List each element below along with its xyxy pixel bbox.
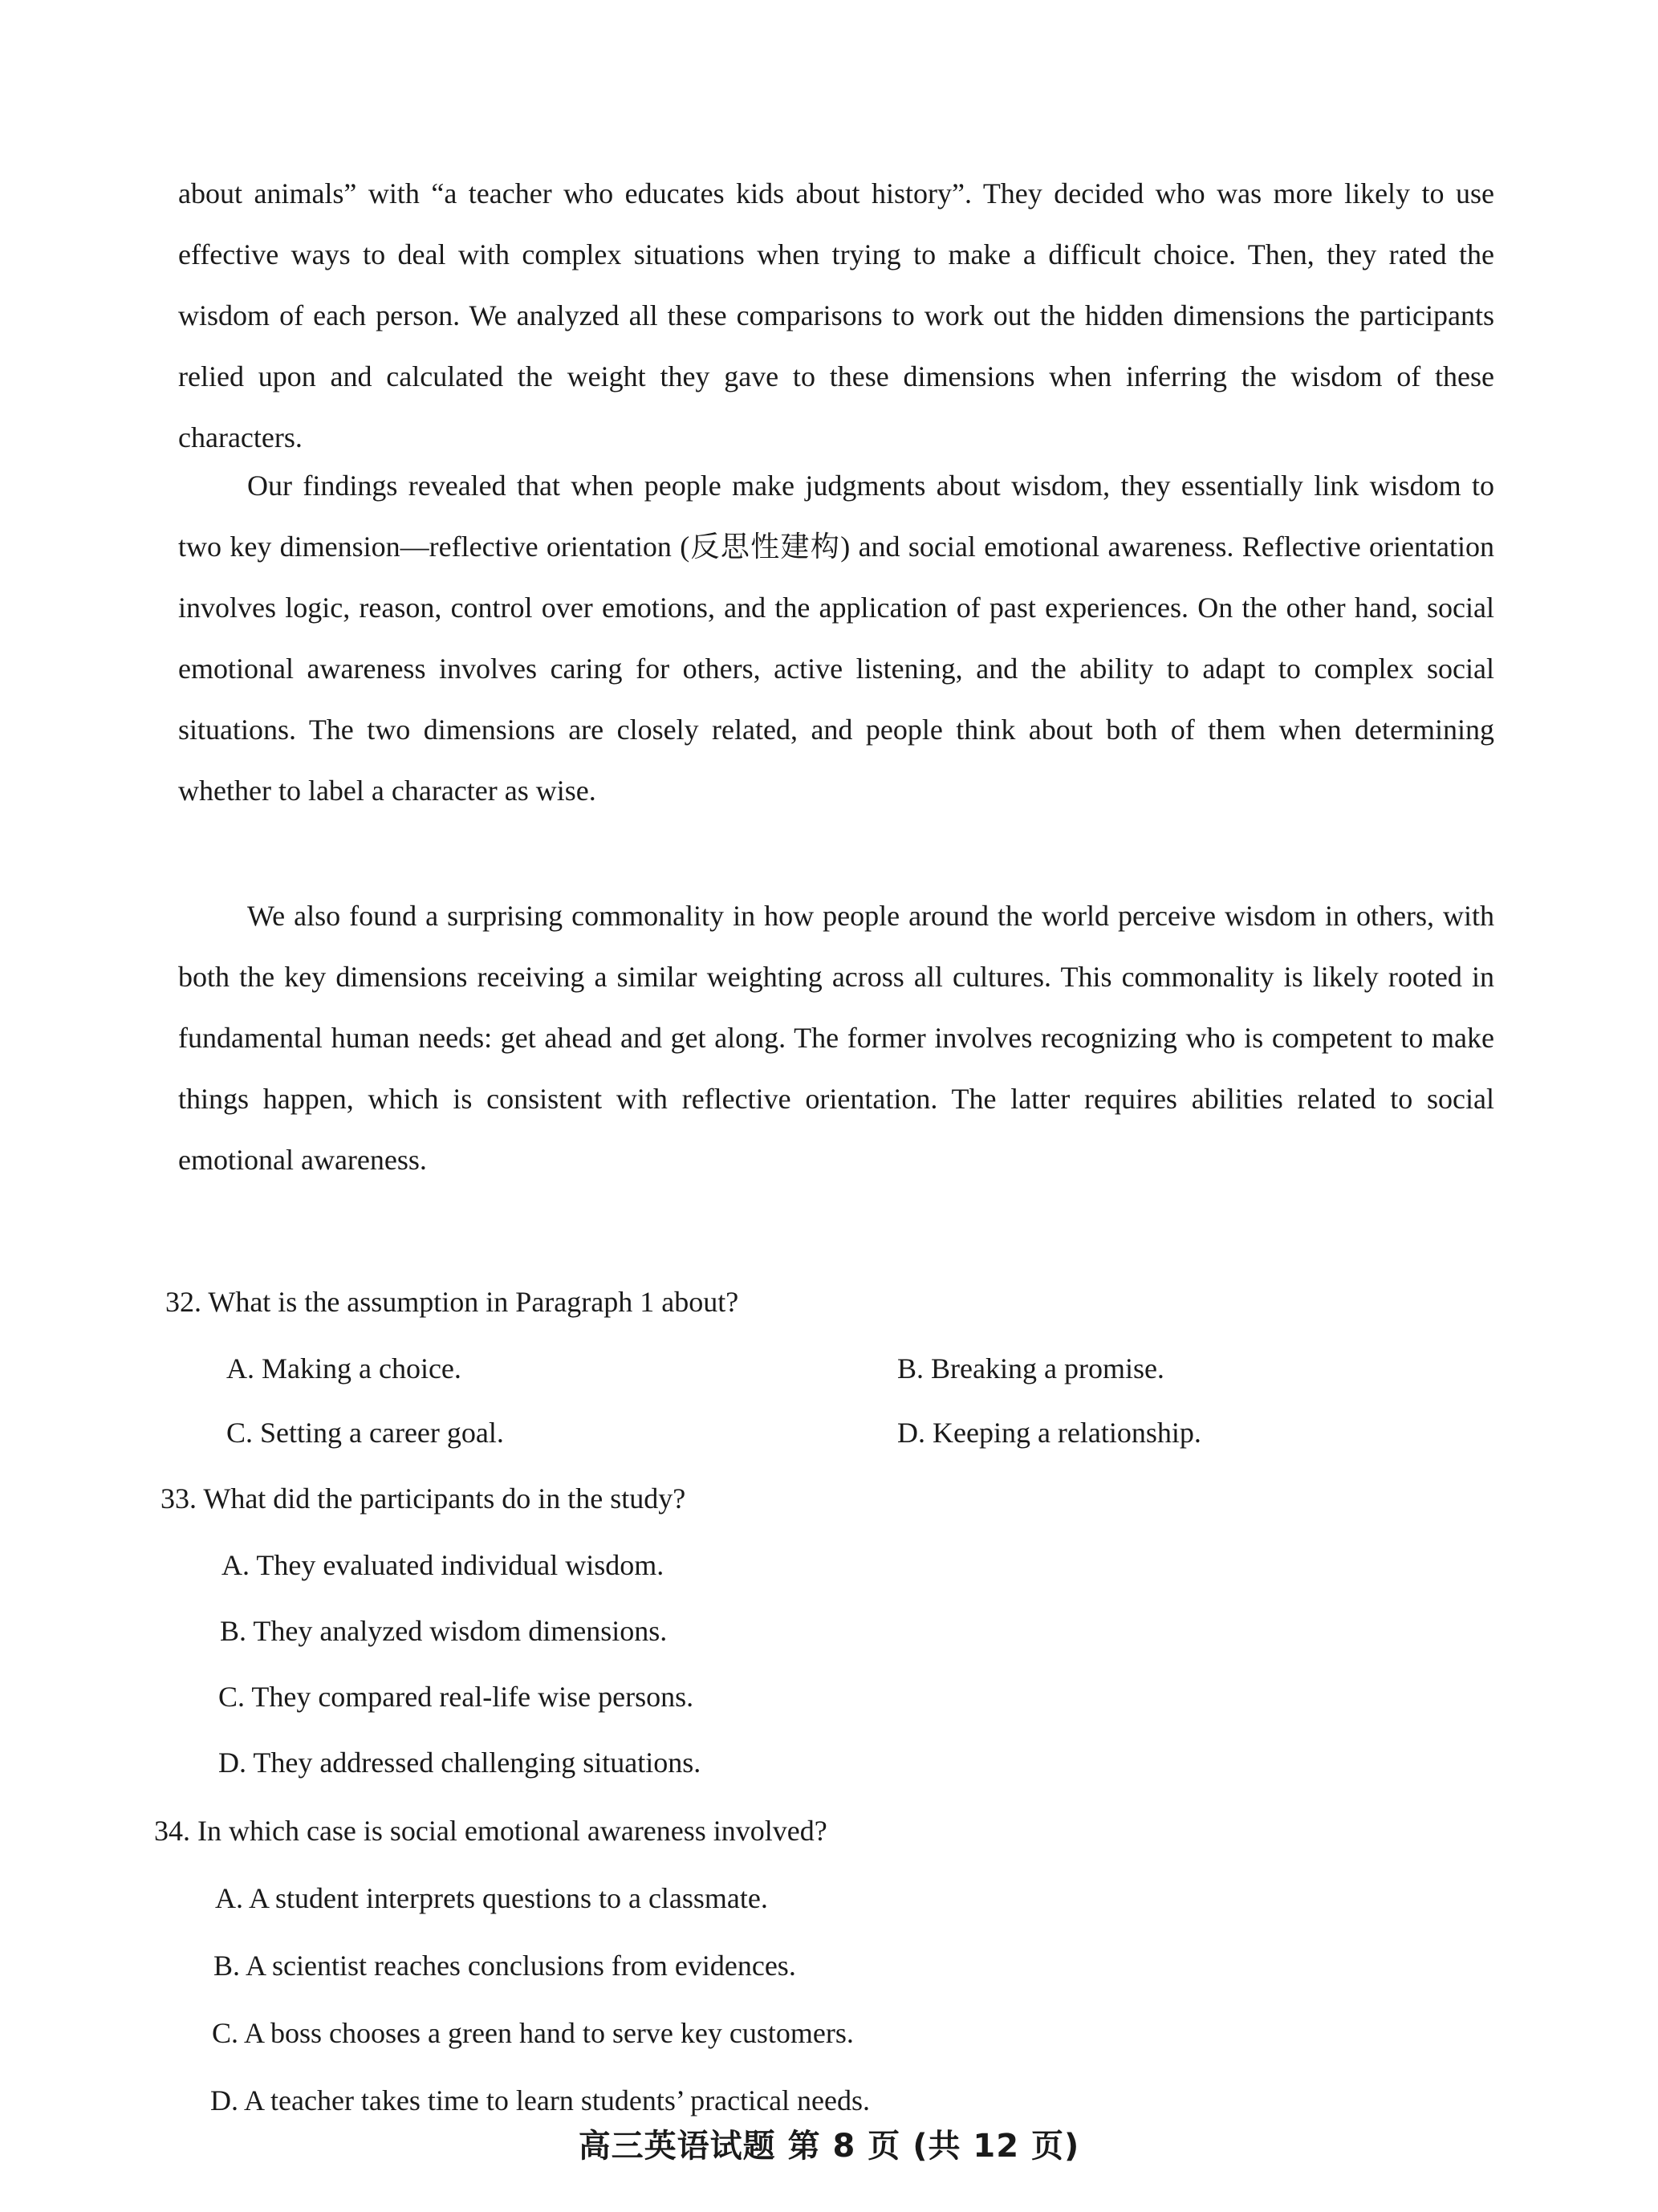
question-34-option-d[interactable]: D. A teacher takes time to learn students’ practical needs. bbox=[210, 2084, 871, 2116]
question-33-option-a[interactable]: A. They evaluated individual wisdom. bbox=[221, 1549, 664, 1581]
page-footer: 高三英语试题 第 8 页 (共 12 页) bbox=[578, 2128, 1080, 2165]
question-32-stem: 32. What is the assumption in Paragraph 1 about? bbox=[165, 1286, 739, 1318]
question-32-option-b[interactable]: B. Breaking a promise. bbox=[897, 1352, 1164, 1385]
question-33-option-c[interactable]: C. They compared real-life wise persons. bbox=[218, 1681, 694, 1713]
question-34-option-c[interactable]: C. A boss chooses a green hand to serve key customers. bbox=[212, 2017, 854, 2049]
question-34-option-a[interactable]: A. A student interprets questions to a classmate. bbox=[215, 1882, 768, 1914]
question-32-option-d[interactable]: D. Keeping a relationship. bbox=[897, 1417, 1201, 1449]
question-33-option-d[interactable]: D. They addressed challenging situations. bbox=[218, 1746, 701, 1779]
passage-paragraph-1: about animals” with “a teacher who educates kids about history”. They decided who was more likely to use effective ways to deal with complex situations when trying to make a difficult choice. Then, they rated the wisdom of each person. We analyzed all these comparisons to work out the hidden dimensions the participants relied upon and calculated the weight they gave to these dimensions when inferring the wisdom of these characters. bbox=[178, 177, 1494, 453]
question-33-option-b[interactable]: B. They analyzed wisdom dimensions. bbox=[220, 1615, 668, 1647]
question-34-option-b[interactable]: B. A scientist reaches conclusions from evidences. bbox=[213, 1950, 796, 1982]
question-32-option-c[interactable]: C. Setting a career goal. bbox=[226, 1417, 504, 1449]
question-33-stem: 33. What did the participants do in the study? bbox=[161, 1482, 686, 1515]
passage-paragraph-3: We also found a surprising commonality in how people around the world perceive wisdom in others, with both the key dimensions receiving a similar weighting across all cultures. This commonality is likely rooted in fundamental human needs: get ahead and get along. The former involves recognizing who is competent to make things happen, which is consistent with reflective orientation. The latter requires abilities related to social emotional awareness. bbox=[178, 900, 1494, 1176]
question-32-option-a[interactable]: A. Making a choice. bbox=[226, 1352, 461, 1385]
passage-paragraph-2: Our findings revealed that when people make judgments about wisdom, they essentially link wisdom to two key dimension—reflective orientation (反思性建构) and social emotional awareness. Reflective orientation involves logic, reason, control over emotions, and the application of past experiences. On the other hand, social emotional awareness involves caring for others, active listening, and the ability to adapt to complex social situations. The two dimensions are closely related, and people think about both of them when determining whether to label a character as wise. bbox=[178, 470, 1494, 807]
question-34-stem: 34. In which case is social emotional awareness involved? bbox=[154, 1815, 827, 1847]
